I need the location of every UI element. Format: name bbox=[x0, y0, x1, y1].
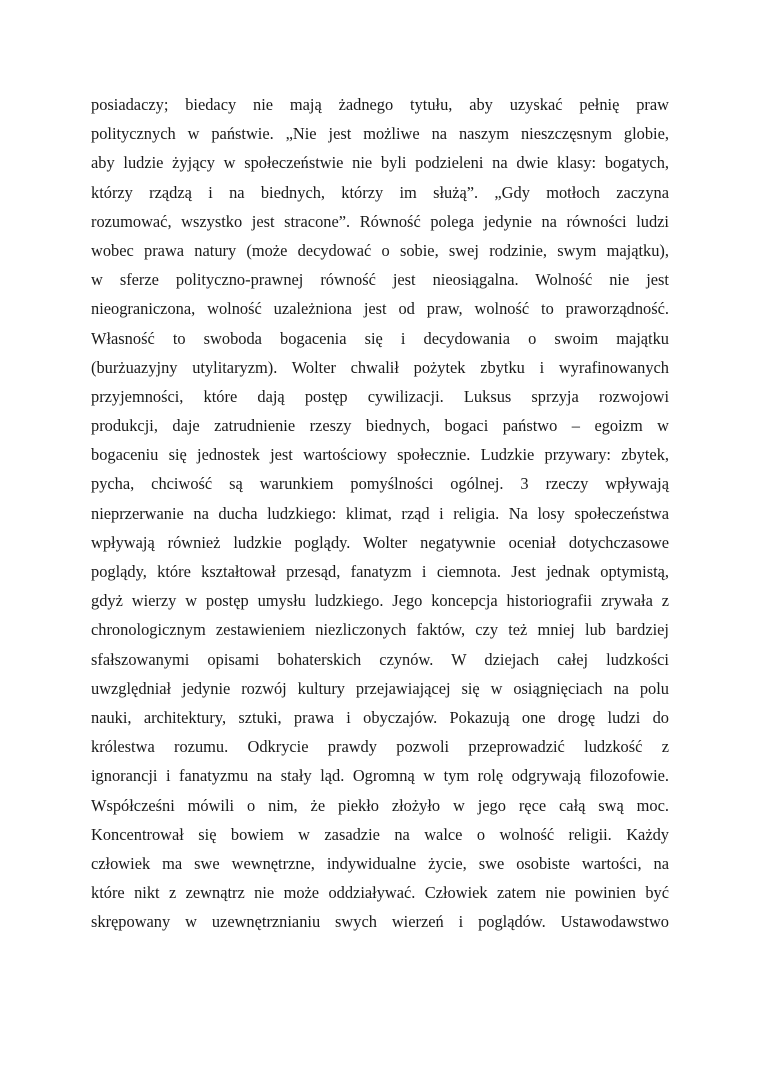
text-line: wobec prawa natury (może decydować o sobie, swej rodzinie, swym majątku), bbox=[91, 240, 669, 260]
text-line: ignorancji i fanatyzmu na stały ląd. Ogromną w tym rolę odgrywają filozofowie. bbox=[91, 766, 669, 786]
text-line: wpływają również ludzkie poglądy. Wolter negatywnie oceniał dotychczasowe bbox=[91, 532, 669, 552]
text-line: nieprzerwanie na ducha ludzkiego: klimat, rząd i religia. Na losy społeczeństwa bbox=[91, 503, 669, 523]
text-line: którzy rządzą i na biednych, którzy im służą”. „Gdy motłoch zaczyna bbox=[91, 182, 669, 202]
text-line: nieograniczona, wolność uzależniona jest od praw, wolność to praworządność. bbox=[91, 299, 669, 319]
text-line: produkcji, daje zatrudnienie rzeszy biednych, bogaci państwo – egoizm w bbox=[91, 416, 669, 436]
text-line: posiadaczy; biedacy nie mają żadnego tytułu, aby uzyskać pełnię praw bbox=[91, 95, 669, 114]
text-line: przyjemności, które dają postęp cywilizacji. Luksus sprzyja rozwojowi bbox=[91, 386, 669, 406]
text-line: pycha, chciwość są warunkiem pomyślności ogólnej. 3 rzeczy wpływają bbox=[91, 474, 669, 494]
text-line: które nikt z zewnątrz nie może oddziaływać. Człowiek zatem nie powinien być bbox=[91, 883, 669, 903]
text-line: człowiek ma swe wewnętrzne, indywidualne życie, swe osobiste wartości, na bbox=[91, 853, 669, 873]
text-line: uwzględniał jedynie rozwój kultury przejawiającej się w osiągnięciach na polu bbox=[91, 678, 669, 698]
text-line: chronologicznym zestawieniem niezliczonych faktów, czy też mniej lub bardziej bbox=[91, 620, 669, 640]
text-line: Koncentrował się bowiem w zasadzie na walce o wolność religii. Każdy bbox=[91, 824, 669, 844]
text-line: rozumować, wszystko jest stracone”. Równość polega jedynie na równości ludzi bbox=[91, 211, 669, 231]
text-line: aby ludzie żyjący w społeczeństwie nie byli podzieleni na dwie klasy: bogatych, bbox=[91, 153, 669, 173]
text-line: bogaceniu się jednostek jest wartościowy społecznie. Ludzkie przywary: zbytek, bbox=[91, 445, 669, 465]
text-line: politycznych w państwie. „Nie jest możliwe na naszym nieszczęsnym globie, bbox=[91, 124, 669, 144]
text-line: Własność to swoboda bogacenia się i decydowania o swoim majątku bbox=[91, 328, 669, 348]
text-line: (burżuazyjny utylitaryzm). Wolter chwalił pożytek zbytku i wyrafinowanych bbox=[91, 357, 669, 377]
text-line: sfałszowanymi opisami bohaterskich czynów. W dziejach całej ludzkości bbox=[91, 649, 669, 669]
text-line: w sferze polityczno-prawnej równość jest nieosiągalna. Wolność nie jest bbox=[91, 270, 669, 290]
text-line: poglądy, które kształtował przesąd, fanatyzm i ciemnota. Jest jednak optymistą, bbox=[91, 562, 669, 581]
text-line: gdyż wierzy w postęp umysłu ludzkiego. Jego koncepcja historiografii zrywała z bbox=[91, 591, 669, 611]
text-line: Współcześni mówili o nim, że piekło złożyło w jego ręce całą swą moc. bbox=[91, 795, 669, 815]
text-line: nauki, architektury, sztuki, prawa i obyczajów. Pokazują one drogę ludzi do bbox=[91, 707, 669, 727]
text-line: królestwa rozumu. Odkrycie prawdy pozwoli przeprowadzić ludzkość z bbox=[91, 737, 669, 757]
text-line: skrępowany w uzewnętrznianiu swych wierzeń i poglądów. Ustawodawstwo bbox=[91, 912, 669, 932]
body-text bbox=[91, 90, 669, 936]
